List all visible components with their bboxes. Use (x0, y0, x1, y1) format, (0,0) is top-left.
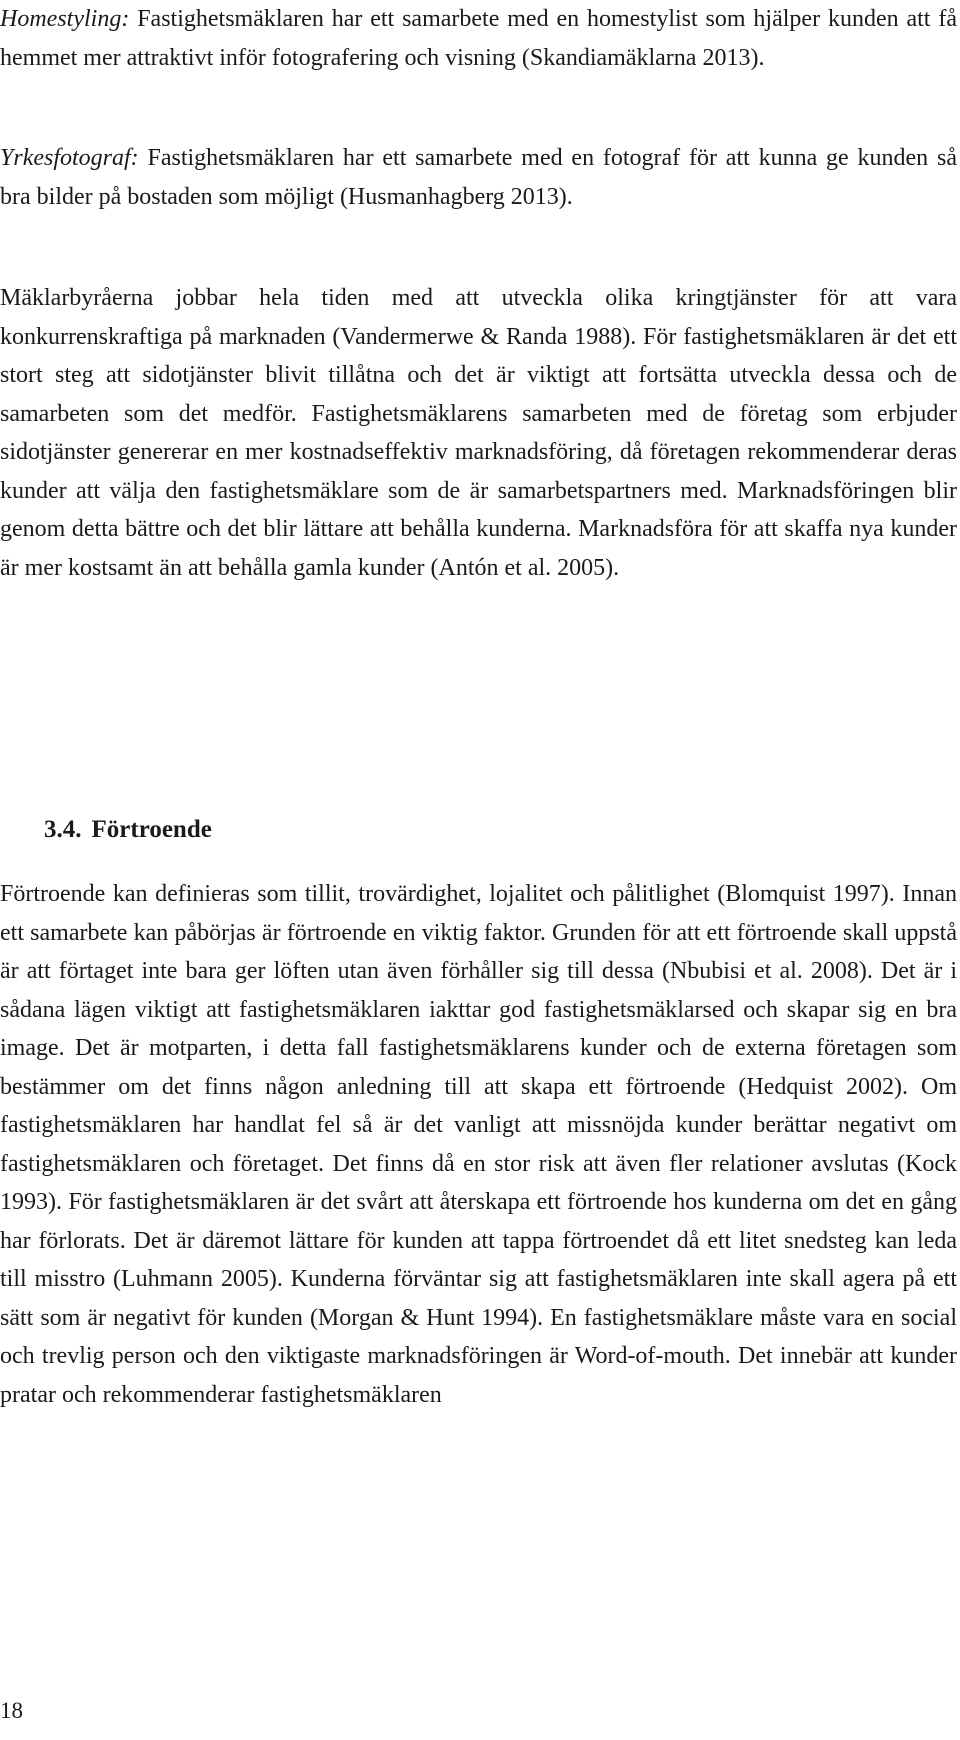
yrkesfotograf-paragraph (0, 139, 957, 216)
homestyling-term: Homestyling: (0, 6, 130, 32)
yrkesfotograf-text: Fastighetsmäklaren har ett samarbete med en fotograf för att kunna ge kunden så bra bilder på bostaden som möjligt (Husmanhagberg 2013). (0, 145, 957, 210)
yrkesfotograf-term: Yrkesfotograf: (0, 145, 139, 171)
section-title: Förtroende (91, 816, 212, 843)
section-number: 3.4. (44, 816, 82, 843)
section-heading (44, 816, 212, 844)
kringtjanster-paragraph: Mäklarbyråerna jobbar hela tiden med att utveckla olika kringtjänster för att vara konkurrenskraftiga på marknaden (Vandermerwe & Randa 1988). För fastighetsmäklaren är det ett stort steg att sidotjänster blivit tillåtna och det är viktigt att fortsätta utveckla dessa och de samarbeten som det medför. Fastighetsmäklarens samarbeten med de företag som erbjuder sidotjänster genererar en mer kostnadseffektiv marknadsföring, då företagen rekommenderar deras kunder att välja den fastighetsmäklare som de är samarbetspartners med. Marknadsföringen blir genom detta bättre och det blir lättare att behålla kunderna. Marknadsföra för att skaffa nya kunder är mer kostsamt än att behålla gamla kunder (Antón et al. 2005). (0, 285, 957, 581)
fortroende-paragraph: Förtroende kan definieras som tillit, trovärdighet, lojalitet och pålitlighet (Blomquist 1997). Innan ett samarbete kan påbörjas är förtroende en viktig faktor. Grunden för att ett förtroende skall uppstå är att förtaget inte bara ger löften utan även förhåller sig till dessa (Nbubisi et al. 2008). Det är i sådana lägen viktigt att fastighetsmäklaren iakttar god fastighetsmäklarsed och skapar sig en bra image. Det är motparten, i detta fall fastighetsmäklarens kunder och de externa företagen som bestämmer om det finns någon anledning till att skapa ett förtroende (Hedquist 2002). Om fastighetsmäklaren har handlat fel så är det vanligt att missnöjda kunder berättar negativt om fastighetsmäklaren och företaget. Det finns då en stor risk att även fler relationer avslutas (Kock 1993). För fastighetsmäklaren är det svårt att återskapa ett förtroende hos kunderna om det en gång har förlorats. Det är däremot lättare för kunden att tappa förtroendet då ett litet snedsteg kan leda till misstro (Luhmann 2005). Kunderna förväntar sig att fastighetsmäklaren inte skall agera på ett sätt som är negativt för kunden (Morgan & Hunt 1994). En fastighetsmäklare måste vara en social och trevlig person och den viktigaste marknadsföringen är Word-of-mouth. Det innebär att kunder pratar och rekommenderar fastighetsmäklaren (0, 881, 957, 1408)
homestyling-paragraph (0, 0, 957, 77)
homestyling-text: Fastighetsmäklaren har ett samarbete med en homestylist som hjälper kunden att få hemmet mer attraktivt inför fotografering och visning (Skandiamäklarna 2013). (0, 6, 957, 71)
page-number: 18 (0, 1698, 23, 1723)
